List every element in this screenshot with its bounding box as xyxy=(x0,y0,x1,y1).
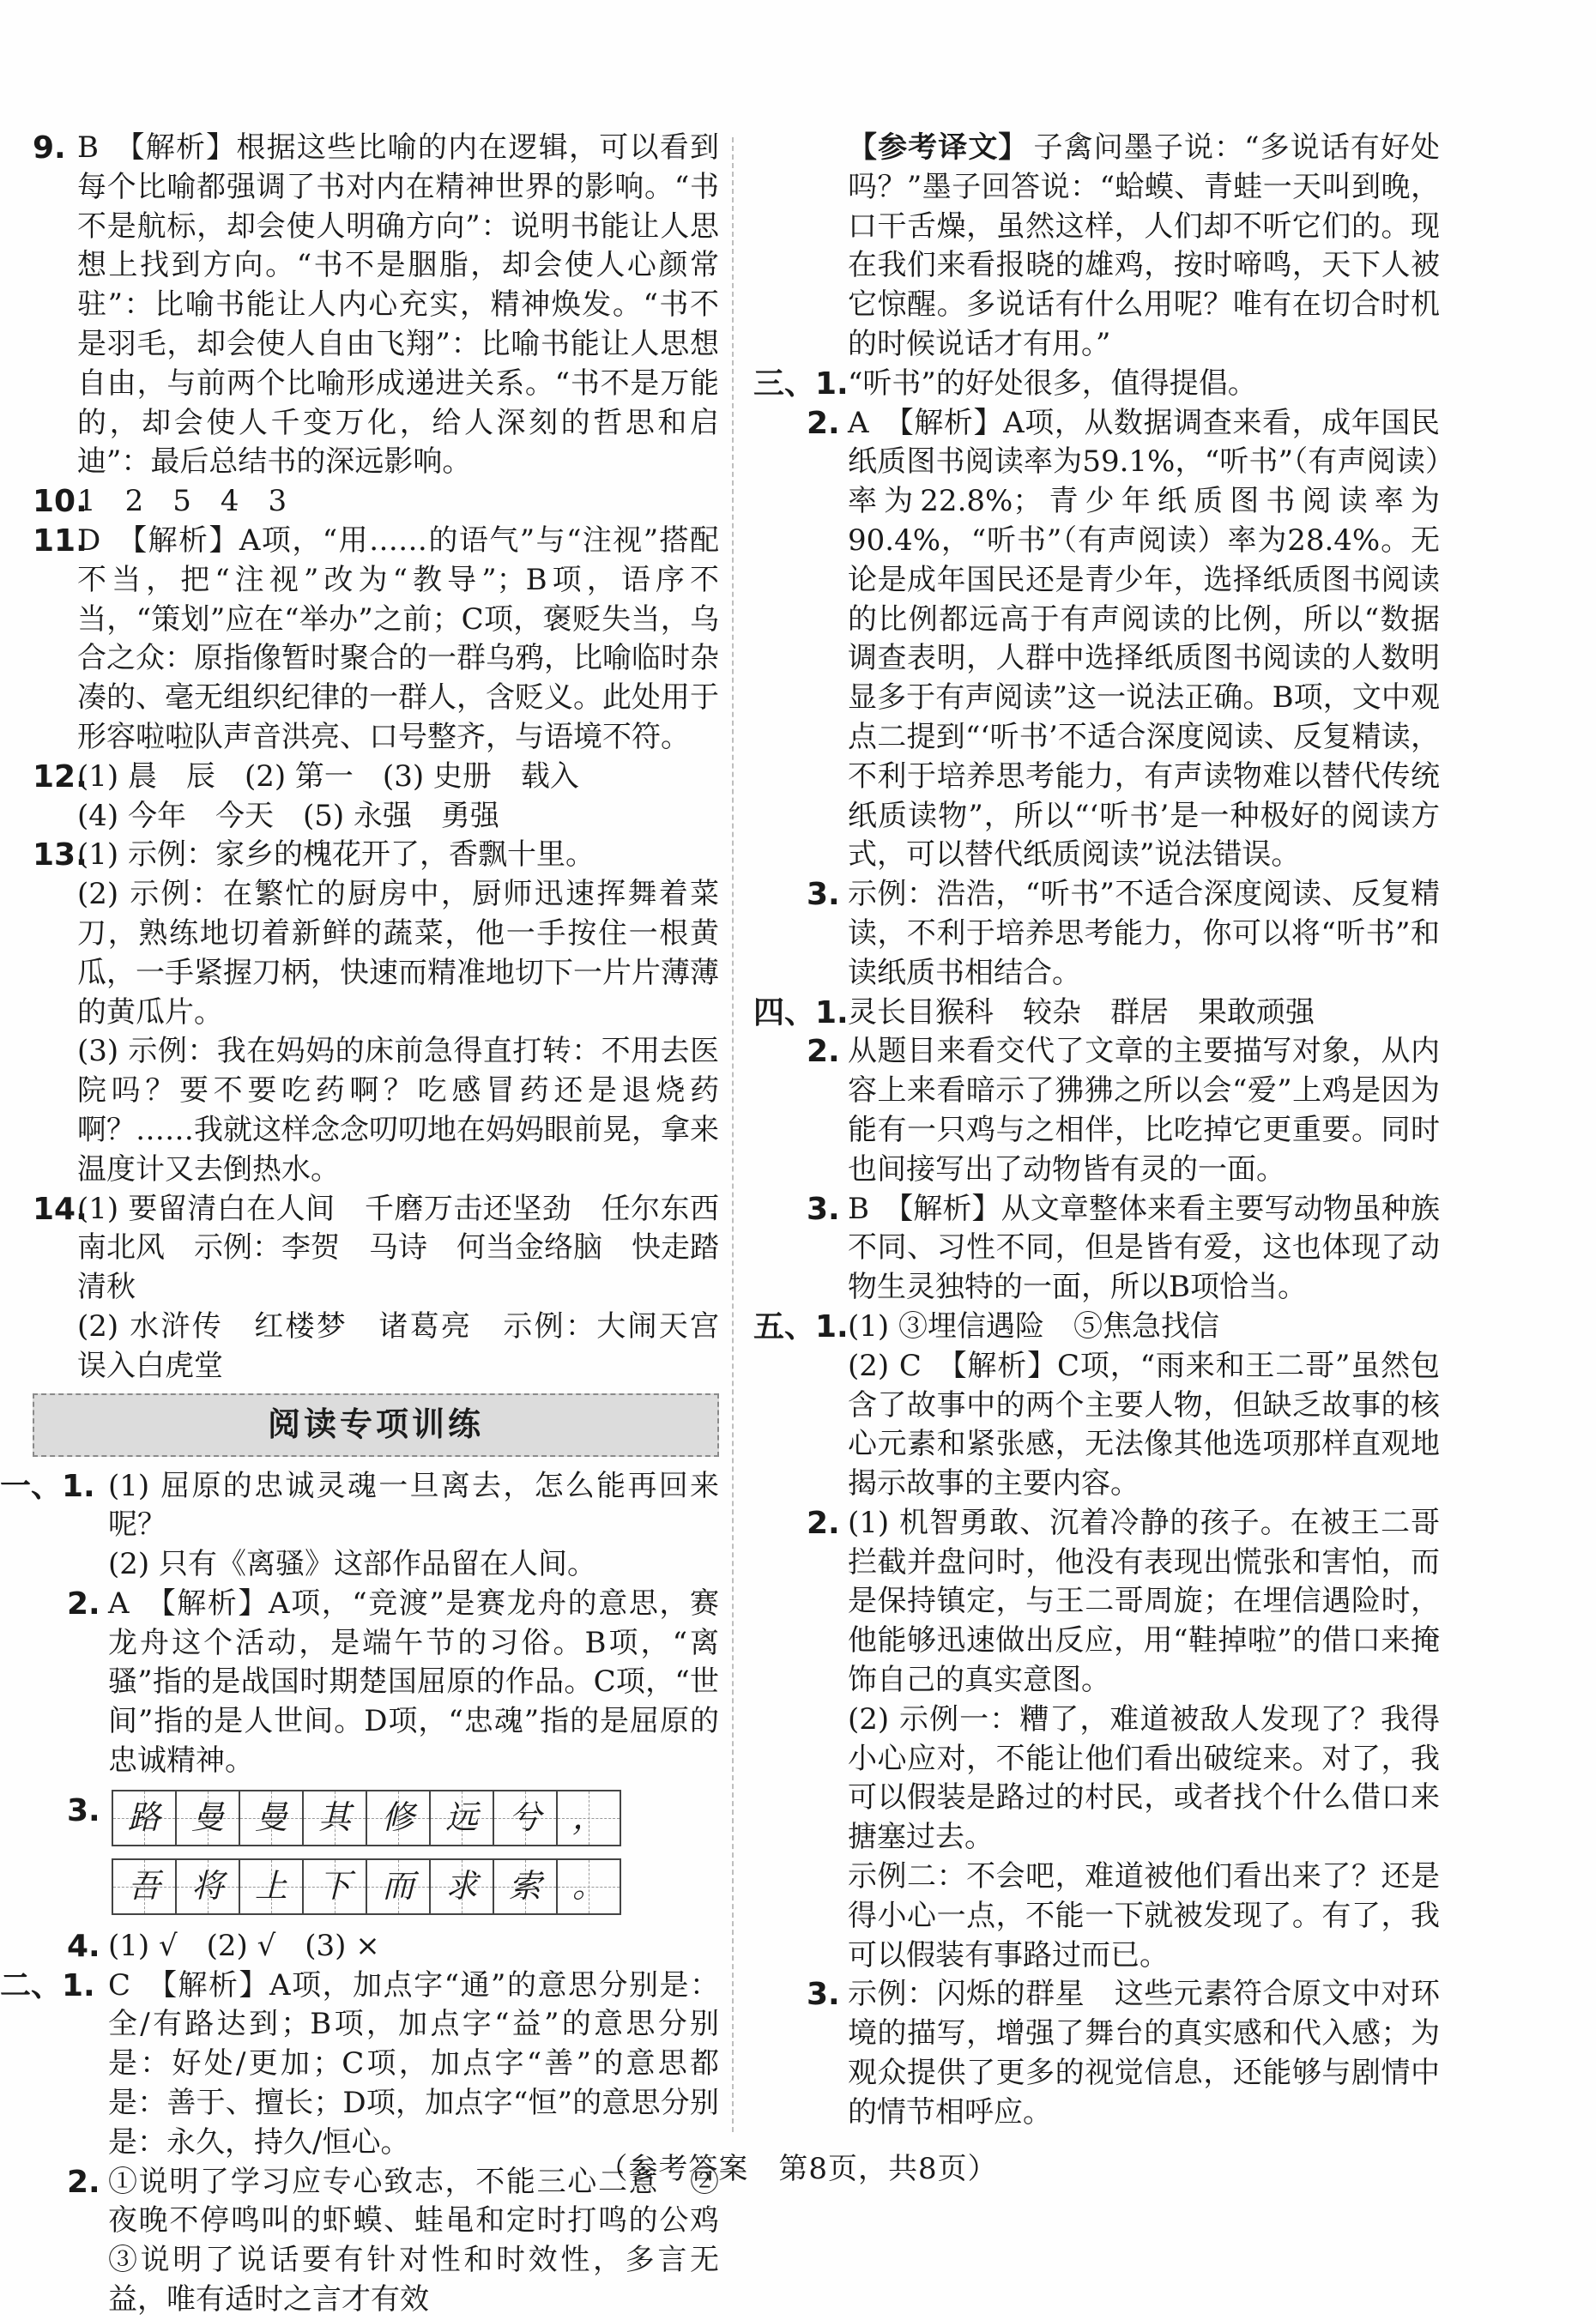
answer-line: (1) 机智勇敢、沉着冷静的孩子。在被王二哥拦截并盘问时，他没有表现出慌张和害怕，而是保持镇定，与王二哥周旋；在埋信遇险时，他能够迅速做出反应，用“鞋掉啦”的借口来掩饰自己的真实意图。 xyxy=(848,1505,1440,1698)
section-3-answer-3 xyxy=(753,875,1440,993)
grid-cell xyxy=(112,1858,177,1915)
answer-text: “听书”的好处很多，值得提倡。 xyxy=(848,366,1257,401)
answer-line: (1) 晨 辰 (2) 第一 (3) 史册 载入 xyxy=(77,758,579,794)
grid-cell xyxy=(304,1790,367,1846)
grid-char: 。 xyxy=(571,1866,605,1905)
answer-number: 2. xyxy=(67,1586,100,1622)
translation-text: 子禽问墨子说：“多说话有好处吗？”墨子回答说：“蛤蟆、青蛙一天叫到晚，口干舌燥，虽然这样，人们却不听它们的。现在我们来看报晓的雄鸡，按时啼鸣，天下人被它惊醒。多说话有什么用呢？唯有在切合时机的时候说话才有用。” xyxy=(848,130,1440,361)
grid-cell xyxy=(494,1858,558,1915)
answer-line: (1) ③埋信遇险 ⑤焦急找信 xyxy=(848,1308,1219,1344)
grid-cell xyxy=(240,1858,304,1915)
answer-number: 3. xyxy=(807,1977,840,2013)
answer-14 xyxy=(33,1190,748,1387)
answer-text: 灵长目猴科 较杂 群居 果敢顽强 xyxy=(848,994,1315,1030)
answer-number: 10. xyxy=(33,484,88,520)
answer-text: A 【解析】A项，“竞渡”是赛龙舟的意思，赛龙舟这个活动，是端午节的习俗。B项，“离骚”指的是战国时期楚国屈原的作品。C项，“世间”指的是人世间。D项，“忠魂”指的是屈原的忠诚精神。 xyxy=(108,1586,719,1779)
grid-char: 上 xyxy=(254,1866,287,1905)
section-number: 二、1. xyxy=(0,1967,95,2003)
grid-cell xyxy=(304,1858,367,1915)
section-4-answer-2 xyxy=(753,1032,1440,1189)
section-1-answer-4 xyxy=(33,1927,719,1967)
answer-number: 2. xyxy=(807,405,840,441)
answer-line: (1) 示例：家乡的槐花开了，香飘十里。 xyxy=(77,837,595,873)
grid-char: 吾 xyxy=(127,1866,160,1905)
grid-char: 远 xyxy=(444,1797,478,1836)
answer-number: 14. xyxy=(33,1191,88,1227)
answer-number: 2. xyxy=(807,1505,840,1541)
grid-char: 而 xyxy=(381,1866,414,1905)
grid-char: 下 xyxy=(317,1866,351,1905)
grid-cell xyxy=(112,1790,177,1846)
section-number: 五、1. xyxy=(753,1308,849,1344)
answer-11 xyxy=(33,522,719,758)
grid-char: 路 xyxy=(127,1797,160,1836)
answer-number: 2. xyxy=(67,2164,100,2200)
answer-line: (2) 示例一：糟了，难道被敌人发现了？我得小心应对，不能让他们看出破绽来。对了，我可以假装是路过的村民，或者找个什么借口来搪塞过去。 xyxy=(848,1701,1440,1855)
copy-grid-row-2 xyxy=(112,1858,719,1915)
answer-13 xyxy=(33,836,719,1189)
answer-text: A 【解析】A项，从数据调查来看，成年国民纸质图书阅读率为59.1%，“听书”（有声阅读）率为22.8%；青少年纸质图书阅读率为90.4%，“听书”（有声阅读）率为28.4%。无论是成年国民还是青少年，选择纸质图书阅读的比例都远高于有声阅读的比例，所以“数据调查表明，人群中选择纸质图书阅读的人数明显多于有声阅读”这一说法正确。B项，文中观点二提到“‘听书’不适合深度阅读、反复精读，不利于培养思考能力，有声读物难以替代传统纸质读物”，所以“‘听书’是一种极好的阅读方式，可以替代纸质阅读”说法错误。 xyxy=(848,405,1440,873)
copy-grid-row-1 xyxy=(112,1790,719,1846)
answer-10 xyxy=(33,482,719,522)
right-column xyxy=(753,129,1440,2133)
section-number: 三、1. xyxy=(753,366,849,402)
answer-number: 4. xyxy=(67,1928,100,1964)
section-number: 四、1. xyxy=(753,994,849,1030)
section-1-answer-2 xyxy=(33,1585,719,1781)
answer-number: 3. xyxy=(807,877,840,913)
section-2-answer-1 xyxy=(0,1967,719,2163)
answer-text: D 【解析】A项，“用……的语气”与“注视”搭配不当，把“注视”改为“教导”；B项，语序不当，“策划”应在“举办”之前；C项，褒贬失当，乌合之众：原指像暂时聚合的一群乌鸦，比喻临时杂凑的、毫无组织纪律的一群人，含贬义。此处用于形容啦啦队声音洪亮、口号整齐，与语境不符。 xyxy=(77,523,719,754)
answer-line: (2) 示例：在繁忙的厨房中，厨师迅速挥舞着菜刀，熟练地切着新鲜的蔬菜，他一手按住一根黄瓜，一手紧握刀柄，快速而精准地切下一片片薄薄的黄瓜片。 xyxy=(77,877,719,1030)
grid-char: 将 xyxy=(190,1866,224,1905)
answer-number: 11. xyxy=(33,523,88,559)
section-banner: 阅读专项训练 xyxy=(33,1393,719,1457)
grid-cell xyxy=(177,1858,240,1915)
section-1-answer-1 xyxy=(0,1467,719,1585)
answer-number: 3. xyxy=(67,1792,100,1828)
answer-number: 13. xyxy=(33,837,88,873)
answer-12 xyxy=(33,758,719,837)
section-5-answer-3 xyxy=(753,1975,1440,2132)
page-footer: （参考答案 第8页，共8页） xyxy=(598,2152,998,2186)
answer-line: (2) 水浒传 红楼梦 诸葛亮 示例：大闹天宫 误入白虎堂 xyxy=(77,1308,748,1383)
grid-char: 其 xyxy=(317,1797,351,1836)
grid-cell xyxy=(558,1790,621,1846)
answer-text: (1) √ (2) √ (3) × xyxy=(108,1928,380,1963)
answer-line: (2) 只有《离骚》这部作品留在人间。 xyxy=(108,1547,596,1582)
grid-char: 修 xyxy=(381,1797,414,1836)
answer-line: (1) 要留清白在人间 千磨万击还坚劲 任尔东西南北风 示例：李贺 马诗 何当金络脑 快走踏清秋 xyxy=(77,1191,719,1305)
translation-tag: 【参考译文】 xyxy=(848,130,1029,165)
section-4-answer-1 xyxy=(753,994,1440,1033)
grid-char: 曼 xyxy=(254,1797,287,1836)
answer-number: 3. xyxy=(807,1191,840,1227)
section-number: 一、1. xyxy=(0,1468,95,1504)
answer-line: (2) C 【解析】C项，“雨来和王二哥”虽然包含了故事中的两个主要人物，但缺乏故事的核心元素和紧张感，无法像其他选项那样直观地揭示故事的主要内容。 xyxy=(848,1348,1440,1501)
section-3-answer-1 xyxy=(753,365,1440,404)
answer-text: 示例：闪烁的群星 这些元素符合原文中对环境的描写，增强了舞台的真实感和代入感；为观众提供了更多的视觉信息，还能够与剧情中的情节相呼应。 xyxy=(848,1977,1440,2130)
answer-text: B 【解析】从文章整体来看主要写动物虽种族不同、习性不同，但是皆有爱，这也体现了动物生灵独特的一面，所以B项恰当。 xyxy=(848,1191,1440,1305)
answer-line: (4) 今年 今天 (5) 永强 勇强 xyxy=(77,798,499,833)
answer-line: 示例二：不会吧，难道被他们看出来了？还是得小心一点，不能一下就被发现了。有了，我可以假装有事路过而已。 xyxy=(848,1859,1440,1973)
answer-text: 从题目来看交代了文章的主要描写对象，从内容上来看暗示了狒狒之所以会“爱”上鸡是因为能有一只鸡与之相伴，比吃掉它更重要。同时也间接写出了动物皆有灵的一面。 xyxy=(848,1034,1440,1187)
answer-number: 12. xyxy=(33,758,88,794)
column-divider xyxy=(732,137,734,2132)
answer-text: 1 2 5 4 3 xyxy=(77,484,287,519)
answer-text: B 【解析】根据这些比喻的内在逻辑，可以看到每个比喻都强调了书对内在精神世界的影响。“书不是航标，却会使人明确方向”：说明书能让人思想上找到方向。“书不是胭脂，却会使人心颜常驻”：比喻书能让人内心充实，精神焕发。“书不是羽毛，却会使人自由飞翔”：比喻书能让人思想自由，与前两个比喻形成递进关系。“书不是万能的，却会使人千变万化，给人深刻的哲思和启迪”：最后总结书的深远影响。 xyxy=(77,130,719,480)
section-5-answer-2 xyxy=(753,1504,1440,1976)
grid-char: 兮 xyxy=(508,1797,541,1836)
answer-line: (1) 屈原的忠诚灵魂一旦离去，怎么能再回来呢？ xyxy=(108,1468,719,1543)
answer-9 xyxy=(33,129,719,482)
grid-cell xyxy=(558,1858,621,1915)
section-1-answer-3 xyxy=(33,1790,719,1915)
grid-char: 曼 xyxy=(190,1797,224,1836)
answer-line: (3) 示例：我在妈妈的床前急得直打转：不用去医院吗？要不要吃药啊？吃感冒药还是退烧药啊？……我就这样念念叨叨地在妈妈眼前晃，拿来温度计又去倒热水。 xyxy=(77,1034,719,1187)
section-5-answer-1 xyxy=(753,1308,1440,1504)
answer-text: C 【解析】A项，加点字“通”的意思分别是：全/有路达到；B项，加点字“益”的意思分别是：好处/更加；C项，加点字“善”的意思都是：善于、擅长；D项，加点字“恒”的意思分别是：永久，持久/恒心。 xyxy=(108,1967,719,2160)
answer-text: ①说明了学习应专心致志，不能三心二意 ②夜晚不停鸣叫的虾蟆、蛙黾和定时打鸣的公鸡 ③说明了说话要有针对性和时效性，多言无益，唯有适时之言才有效 xyxy=(108,2164,748,2317)
grid-cell xyxy=(240,1790,304,1846)
grid-cell xyxy=(494,1790,558,1846)
section-4-answer-3 xyxy=(753,1190,1440,1308)
answer-number: 9. xyxy=(33,130,66,166)
grid-char: ， xyxy=(571,1797,605,1836)
left-column xyxy=(0,129,748,2320)
grid-char: 求 xyxy=(444,1866,478,1905)
section-3-answer-2 xyxy=(753,404,1440,876)
grid-cell xyxy=(177,1790,240,1846)
grid-cell xyxy=(367,1790,431,1846)
grid-char: 索 xyxy=(508,1866,541,1905)
answer-number: 2. xyxy=(807,1034,840,1070)
grid-cell xyxy=(431,1790,494,1846)
reference-translation xyxy=(753,129,1440,365)
grid-cell xyxy=(367,1858,431,1915)
grid-cell xyxy=(431,1858,494,1915)
answer-text: 示例：浩浩，“听书”不适合深度阅读、反复精读，不利于培养思考能力，你可以将“听书”和读纸质书相结合。 xyxy=(848,877,1440,990)
